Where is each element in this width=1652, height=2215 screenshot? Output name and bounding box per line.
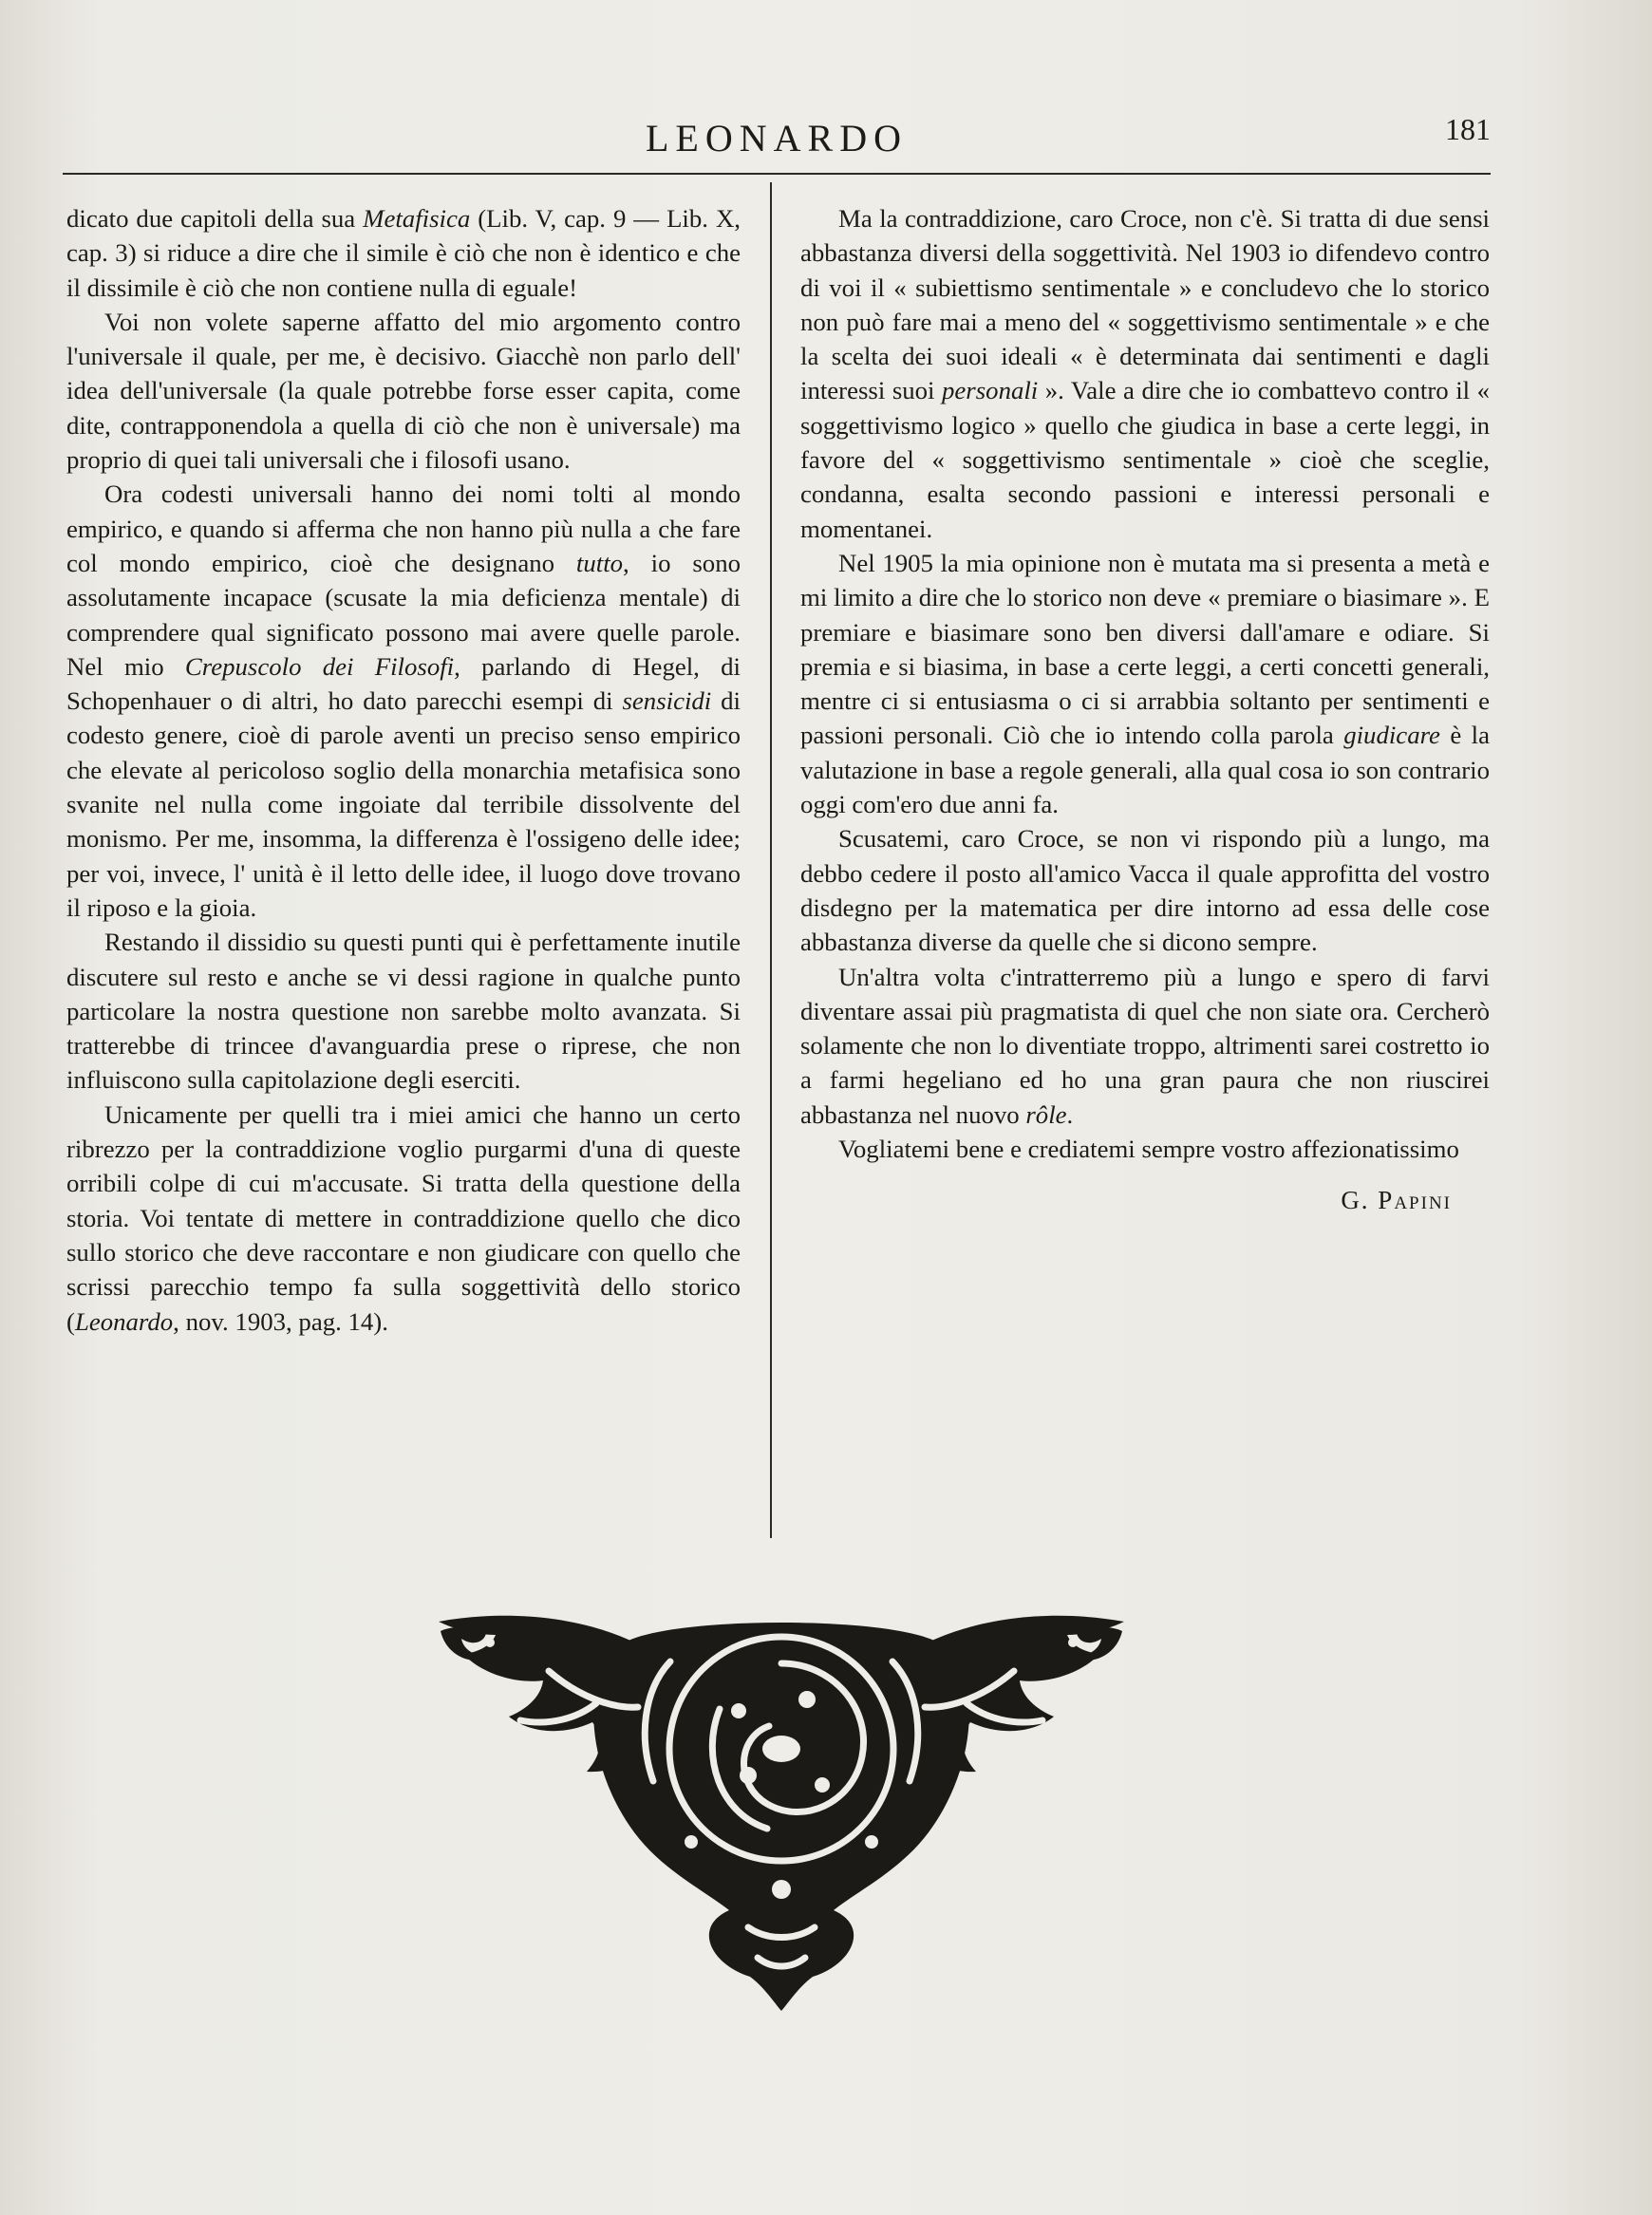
italic-word: personali [942, 376, 1039, 405]
text-run: Un'altra volta c'intratterremo più a lungo e spero di farvi diventare assai più pragmatista di quel che non siate ora. Cercherò solamente che non lo diventiate troppo, altrimenti sarei costretto io a farmi hegeliano ed ho una gran paura che non riuscirei abbastanza nel nuovo [800, 962, 1490, 1129]
italic-title: Metafisica [363, 204, 471, 233]
text-run: (Lib. V, cap. 9 — Lib. X, cap. 3) si riduce a dire che il simile è ciò che non è identico e che il dissimile è ciò che non contiene nulla di eguale! [66, 204, 741, 302]
header-rule [63, 173, 1491, 175]
journal-title: LEONARDO [646, 117, 908, 160]
paragraph [66, 477, 741, 925]
paragraph [800, 960, 1490, 1132]
acanthus-tailpiece-icon [435, 1605, 1128, 2013]
text-run: Unicamente per quelli tra i miei amici che hanno un certo ribrezzo per la contraddizione voglio purgarmi d'una di queste orribili colpe di cui m'accusate. Si tratta della questione della storia. Voi tentate di mettere in contraddizione quello che dico sullo storico che deve raccontare e non giudicare con quello che scrissi parecchio tempo fa sulla soggettività dello storico ( [66, 1099, 741, 1336]
italic-title: Leonardo [74, 1306, 174, 1336]
italic-word: sensicidi [622, 686, 712, 716]
text-run: di codesto genere, cioè di parole aventi un preciso senso empirico che elevate al pericoloso soglio della monarchia metafisica sono svanite nel nulla come ingoiate dal terribile dissolvente del monismo. Per me, insomma, la differenza è l'ossigeno delle idee; per voi, invece, l' unità è il letto delle idee, il luogo dove trovano il riposo e la gioia. [66, 686, 741, 922]
text-run: Nel 1905 la mia opinione non è mutata ma si presenta a metà e mi limito a dire che lo storico non deve « premiare o biasimare ». E premiare e biasimare sono ben diversi dall'amare e odiare. Si premia e si biasima, in base a certe leggi, a certi concetti generali, mentre ci si entusiasma o ci si arrabbia soltanto per sentimenti e passioni personali. Ciò che io intendo colla parola [800, 548, 1490, 750]
text-run: dicato due capitoli della sua [66, 204, 364, 233]
text-run: , nov. 1903, pag. 14). [173, 1306, 388, 1336]
italic-word: giudicare [1343, 721, 1440, 750]
paragraph [800, 546, 1490, 821]
paragraph [66, 201, 741, 305]
italic-word: tutto [575, 548, 624, 577]
paragraph: Restando il dissidio su questi punti qui è perfettamente inutile discutere sul resto e anche se vi dessi ragione in qualche punto particolare la nostra questione non sarebbe molto avanzata. Si tratterebbe di trincee d'avanguardia prese o riprese, che non influiscono sulla capitolazione degli eserciti. [66, 928, 741, 1095]
page-number: 181 [1445, 112, 1491, 146]
text-run: , parlando di Hegel, di Schopenhauer o di altri, ho dato parecchi esempi di [66, 651, 741, 716]
paragraph: Voi non volete saperne affatto del mio argomento contro l'universale il quale, per me, è decisivo. Giacchè non parlo dell' idea dell'universale (la quale potrebbe forse esser capita, come dite, contrapponendola a quella di ciò che non è universale) ma proprio di quei tali universali che i filosofi usano. [66, 307, 741, 475]
right-column [800, 201, 1490, 1218]
paragraph [800, 201, 1490, 546]
paragraph [66, 1098, 741, 1339]
author-signature: G. Papini [1341, 1186, 1452, 1215]
paragraph: Vogliatemi bene e crediatemi sempre vostro affezionatissimo [838, 1135, 1459, 1164]
text-run: è la valutazione in base a regole generali, alla qual cosa io son contrario oggi com'ero due anni fa. [800, 721, 1490, 819]
column-divider [770, 182, 772, 1538]
text-run: , io sono assolutamente incapace (scusate la mia deficienza mentale) di comprendere qual significato possono mai avere quelle parole. Nel mio [66, 548, 741, 681]
text-run: ». Vale a dire che io combattevo contro il « soggettivismo logico » quello che giudica in base a certe leggi, in favore del « soggettivismo sentimentale » cioè che sceglie, condanna, esalta secondo passioni e interessi personali e momentanei. [800, 376, 1490, 543]
text-run: Ora codesti universali hanno dei nomi tolti al mondo empirico, e quando si afferma che non hanno più nulla a che fare col mondo empirico, cioè che designano [66, 479, 741, 577]
paragraph: Scusatemi, caro Croce, se non vi rispondo più a lungo, ma debbo cedere il posto all'amico Vacca il quale approfitta del vostro disdegno per la matematica per dire intorno ad essa delle cose abbastanza diverse da quelle che si dicono sempre. [800, 824, 1490, 957]
italic-word: rôle [1025, 1099, 1067, 1129]
left-column [66, 201, 741, 1339]
italic-title: Crepuscolo dei Filosofi [184, 651, 455, 681]
text-run: . [1066, 1099, 1074, 1129]
text-run: Ma la contraddizione, caro Croce, non c'è. Si tratta di due sensi abbastanza diversi della soggettività. Nel 1903 io difendevo contro di voi il « subiettismo sentimentale » e concludevo che lo storico non può fare mai a meno del « soggettivismo sentimentale » e che la scelta dei suoi ideali « è determinata dai sentimenti e dagli interessi suoi [800, 204, 1490, 405]
running-head [63, 112, 1491, 175]
